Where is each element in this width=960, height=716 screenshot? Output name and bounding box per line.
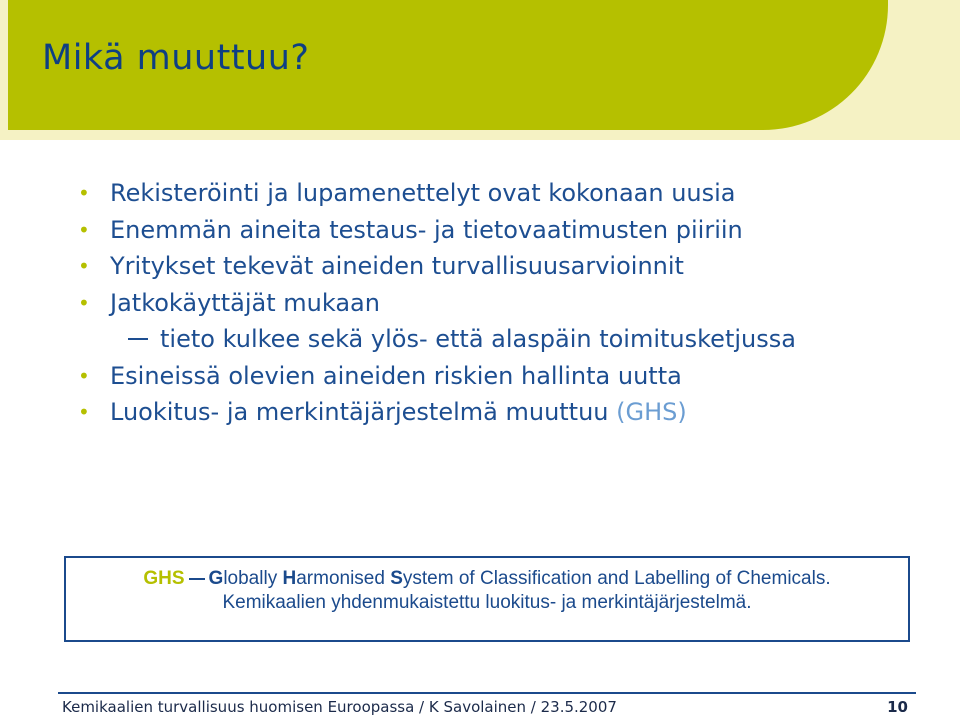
- bullet-dot-icon: •: [78, 217, 90, 242]
- bullet-dot-icon: •: [78, 254, 90, 278]
- word-globally: lobally: [223, 568, 283, 589]
- ghs-definition-box: [64, 556, 910, 642]
- bullet-dot-icon: •: [78, 363, 90, 388]
- ghs-abbr: GHS: [143, 568, 185, 589]
- bullet-text: Enemmän aineita testaus- ja tietovaatimusten piiriin: [110, 215, 743, 244]
- ghs-translation: Kemikaalien yhdenmukaistettu luokitus- ja merkintäjärjestelmä.: [222, 592, 752, 613]
- initial-g: G: [208, 568, 224, 589]
- initial-s: S: [390, 568, 403, 589]
- sub-bullet-text: tieto kulkee sekä ylös- että alaspäin toimitusketjussa: [160, 325, 796, 353]
- initial-h: H: [282, 568, 297, 589]
- word-system-rest: ystem of Classification and Labelling of Chemicals.: [402, 568, 831, 589]
- bullet-dot-icon: •: [78, 400, 90, 424]
- bullet-list: [78, 175, 938, 431]
- bullet-item: [78, 394, 938, 431]
- bullet-text: Esineissä olevien aineiden riskien hallinta uutta: [110, 361, 682, 390]
- bullet-text: Yritykset tekevät aineiden turvallisuusarvioinnit: [110, 252, 684, 280]
- bullet-text: Luokitus- ja merkintäjärjestelmä muuttuu: [110, 398, 617, 426]
- bullet-dot-icon: •: [78, 290, 90, 315]
- bullet-item: [78, 175, 938, 212]
- bullet-text: Rekisteröinti ja lupamenettelyt ovat kokonaan uusia: [110, 179, 736, 207]
- bullet-dot-icon: •: [78, 181, 90, 205]
- slide-title: Mikä muuttuu?: [42, 38, 310, 78]
- footer-text: Kemikaalien turvallisuus huomisen Euroopassa / K Savolainen / 23.5.2007: [62, 698, 617, 716]
- word-harmonised: armonised: [296, 568, 391, 589]
- sub-bullet-item: [78, 321, 938, 358]
- dash-icon: [128, 338, 148, 340]
- ghs-accent-text: (GHS): [616, 398, 687, 426]
- bullet-text: Jatkokäyttäjät mukaan: [110, 288, 380, 317]
- ghs-definition-line: [66, 567, 908, 591]
- bullet-item: [78, 212, 938, 249]
- page-number: 10: [887, 698, 908, 716]
- bullet-item: [78, 248, 938, 285]
- bullet-item: [78, 285, 938, 322]
- dash-icon: [189, 578, 205, 580]
- footer-divider: [58, 692, 916, 694]
- bullet-item: [78, 358, 938, 395]
